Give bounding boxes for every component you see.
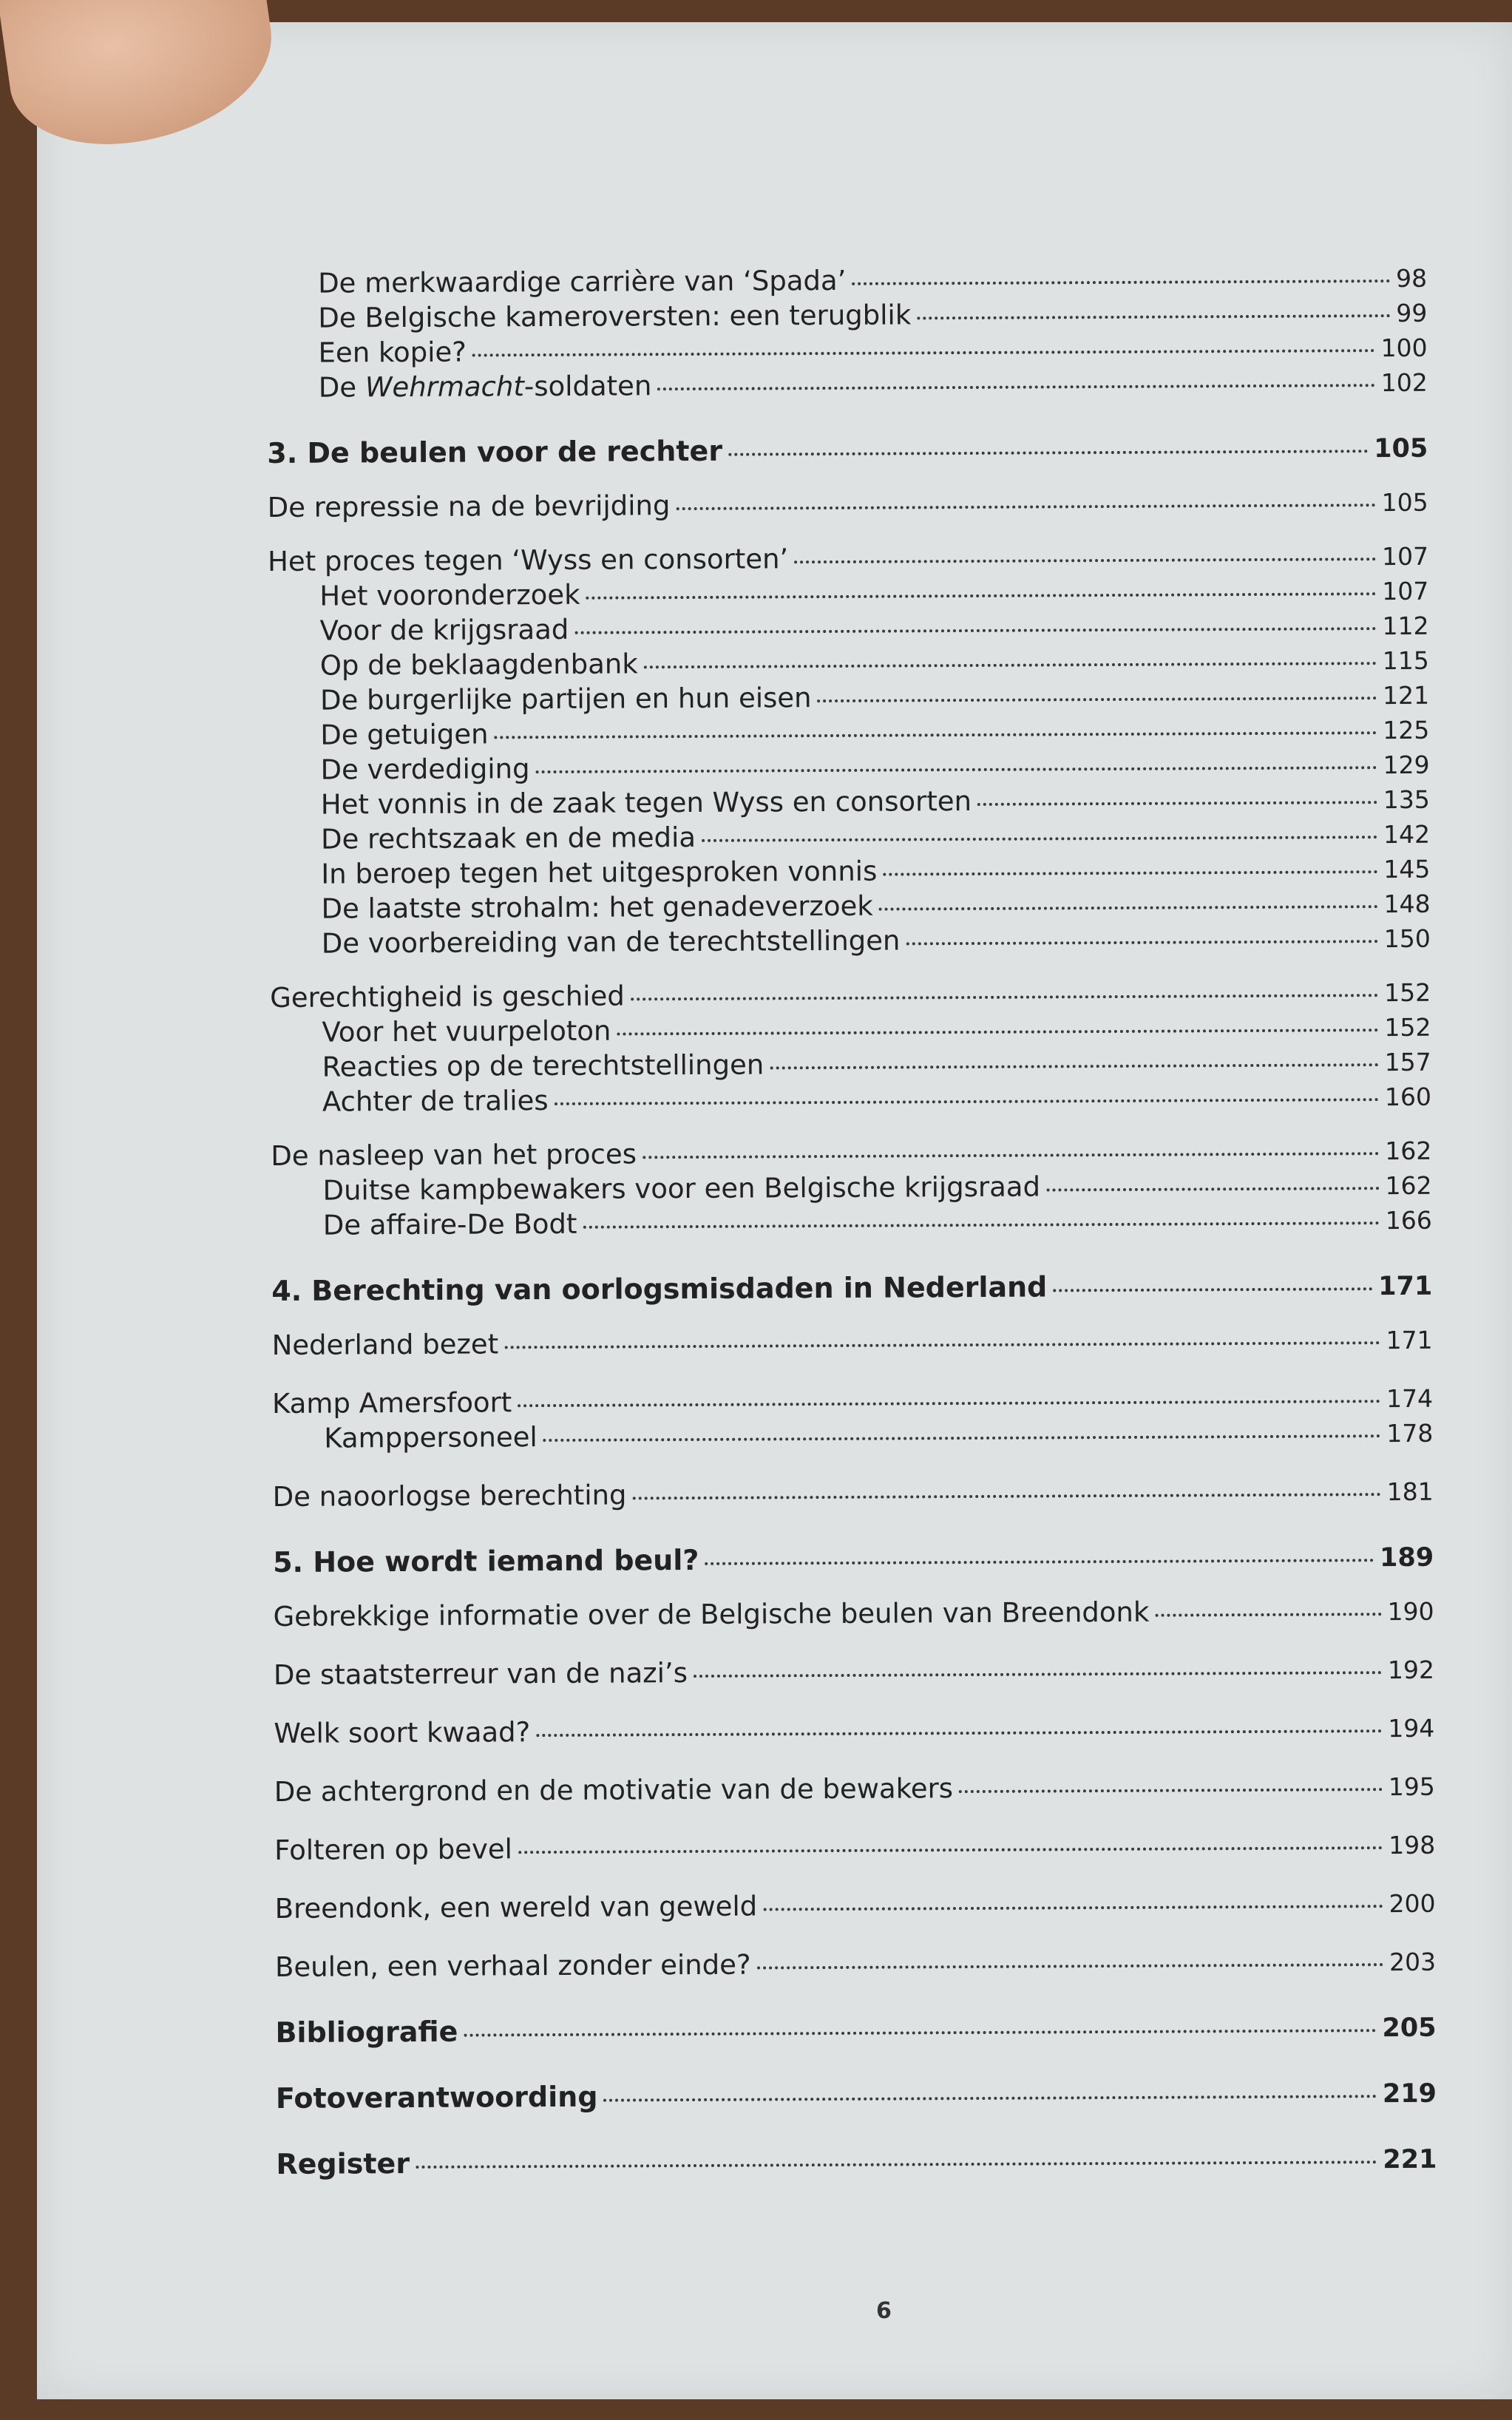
toc-entry-title: [319, 577, 580, 614]
toc-entry-title-text: Duitse kampbewakers voor een Belgische krijgsraad: [322, 1170, 1041, 1207]
toc-entry-title-text: 3. De beulen voor de rechter: [267, 434, 723, 470]
toc-entry-title-text: Nederland bezet: [271, 1328, 499, 1361]
toc-leader-dots: [728, 450, 1368, 456]
toc-entry-title-text: De getuigen: [320, 718, 489, 751]
toc-leader-dots: [632, 1493, 1380, 1499]
toc-entry-title-text: De verdediging: [320, 753, 530, 786]
toc-leader-dots: [818, 696, 1377, 702]
toc-entry: [275, 1944, 1436, 1985]
toc-entry-title-text: De Belgische kameroversten: een terugblik: [318, 299, 912, 334]
toc-entry-title: [322, 1014, 611, 1050]
toc-entry-title-text: Gebrekkige informatie over de Belgische beulen van Breendonk: [273, 1596, 1150, 1633]
book-page: [37, 22, 1512, 2399]
toc-entry-title: [322, 923, 901, 961]
toc-leader-dots: [1155, 1613, 1381, 1617]
toc-entry-title-text: De naoorlogse berechting: [272, 1479, 627, 1513]
toc-entry: [266, 295, 1427, 336]
toc-entry: [274, 1827, 1435, 1868]
toc-entry-page: 162: [1385, 1170, 1432, 1201]
toc-entry-page: 198: [1389, 1830, 1436, 1860]
toc-leader-dots: [676, 504, 1375, 510]
toc-entry-page: 105: [1381, 487, 1428, 518]
toc-entry: [271, 1167, 1431, 1208]
toc-entry: [273, 1474, 1434, 1514]
toc-leader-dots: [536, 766, 1377, 773]
toc-leader-dots: [518, 1846, 1383, 1854]
toc-entry-title-text: In beroep tegen het uitgesproken vonnis: [321, 855, 878, 890]
toc-entry: [268, 538, 1428, 579]
toc-leader-dots: [1046, 1187, 1380, 1191]
toc-entry: [274, 1652, 1434, 1692]
toc-entry-page: 157: [1384, 1047, 1431, 1077]
toc-leader-dots: [917, 314, 1390, 319]
toc-entry: [270, 975, 1431, 1015]
toc-entry-title: [320, 680, 812, 717]
toc-entry-title-text: Het vooronderzoek: [319, 578, 580, 612]
toc-entry-title: [320, 646, 638, 682]
toc-entry-title-text: Beulen, een verhaal zonder einde?: [274, 1948, 751, 1983]
toc-entry-title-text: Voor de krijgsraad: [319, 613, 569, 647]
toc-entry-page: 107: [1381, 541, 1429, 572]
toc-entry-title-text: Voor het vuurpeloton: [322, 1014, 611, 1048]
toc-entry-title: [318, 297, 911, 335]
toc-entry-title-text: Gerechtigheid is geschied: [270, 980, 625, 1014]
toc-entry: [274, 1710, 1434, 1751]
toc-entry-title: [273, 1595, 1149, 1634]
toc-entry-title: [322, 1170, 1040, 1208]
toc-entry-title: [275, 1889, 758, 1926]
toc-entry-title: [276, 2080, 598, 2116]
toc-entry-title-text: Folteren op bevel: [274, 1833, 512, 1866]
toc-entry-page: 174: [1386, 1383, 1434, 1414]
toc-entry-page: 178: [1386, 1418, 1434, 1448]
toc-entry-title-text: Een kopie?: [318, 336, 467, 369]
toc-entry-page: 195: [1388, 1772, 1435, 1802]
toc-entry-title-text: Op de beklaagdenbank: [319, 648, 638, 682]
toc-leader-dots: [518, 1400, 1380, 1407]
toc-entry-title-emphasis: Wehrmacht: [365, 370, 525, 404]
toc-entry-title: [321, 889, 872, 926]
toc-entry-page: 219: [1382, 2078, 1437, 2109]
toc-entry-page: 192: [1387, 1655, 1435, 1685]
toc-entry-title-text: De merkwaardige carrière van ‘Spada’: [318, 264, 847, 299]
toc-entry-title-text: De achtergrond en de motivatie van de bewakers: [274, 1772, 954, 1808]
toc-entry-title: [321, 820, 696, 857]
toc-entry-page: 125: [1383, 715, 1430, 745]
toc-leader-dots: [536, 1729, 1382, 1737]
toc-entry-title: [323, 1207, 577, 1243]
toc-leader-dots: [543, 1434, 1381, 1442]
toc-entry-title: [322, 1047, 765, 1084]
toc-entry-page: 221: [1383, 2144, 1437, 2175]
toc-entry: [271, 1133, 1431, 1173]
toc-entry: [272, 1415, 1433, 1456]
toc-leader-dots: [852, 279, 1390, 285]
toc-entry: [268, 677, 1429, 718]
toc-entry-title: [267, 434, 722, 471]
toc-entry: [269, 782, 1430, 822]
toc-entry-title-suffix: -soldaten: [523, 370, 652, 403]
toc-entry-title-text: De voorbereiding van de terechtstellingen: [321, 924, 901, 960]
toc-entry-page: 190: [1387, 1596, 1434, 1627]
toc-entry-title: [319, 368, 652, 404]
toc-leader-dots: [416, 2160, 1377, 2169]
table-of-contents: [266, 260, 1437, 2182]
toc-entry-page: 150: [1383, 923, 1431, 954]
toc-entry-title: [272, 1326, 499, 1363]
toc-entry-page: 135: [1383, 784, 1430, 815]
toc-entry: [271, 1044, 1431, 1085]
toc-entry-title-text: Breendonk, een wereld van geweld: [274, 1890, 758, 1925]
toc-leader-dots: [464, 2029, 1376, 2036]
toc-entry-title-text: Bibliografie: [275, 2015, 458, 2049]
toc-entry: [273, 1539, 1434, 1580]
toc-entry-title: [275, 2015, 458, 2050]
toc-entry-page: 205: [1382, 2013, 1437, 2044]
toc-entry-title-text: Kamp Amersfoort: [271, 1386, 512, 1420]
toc-entry-page: 102: [1380, 367, 1428, 398]
toc-leader-dots: [770, 1063, 1378, 1069]
toc-entry-title-text: Achter de tralies: [322, 1085, 549, 1118]
toc-entry: [276, 2141, 1437, 2182]
toc-entry: [271, 1202, 1432, 1243]
toc-entry-title: [320, 716, 488, 752]
toc-leader-dots: [657, 384, 1375, 390]
toc-entry-title: [273, 1543, 699, 1580]
thumb: [0, 0, 284, 158]
toc-leader-dots: [883, 870, 1377, 876]
toc-entry-title-text: De nasleep van het proces: [271, 1138, 637, 1172]
toc-entry: [268, 643, 1429, 683]
toc-entry-page: 115: [1382, 645, 1429, 676]
toc-entry-title-text: Het proces tegen ‘Wyss en consorten’: [267, 543, 789, 577]
toc-entry-title-text: Kamppersoneel: [324, 1421, 538, 1454]
toc-entry: [268, 484, 1428, 525]
toc-leader-dots: [555, 1098, 1379, 1105]
toc-leader-dots: [959, 1788, 1383, 1793]
toc-leader-dots: [583, 1221, 1379, 1229]
toc-entry: [270, 1009, 1431, 1050]
toc-entry-title-text: Het vonnis in de zaak tegen Wyss en consorten: [320, 785, 972, 821]
toc-entry-page: 112: [1382, 611, 1429, 641]
toc-entry-title: [272, 1385, 512, 1421]
toc-entry: [269, 886, 1430, 926]
toc-entry: [266, 330, 1427, 370]
toc-entry-page: 171: [1386, 1325, 1433, 1355]
toc-entry-page: 148: [1383, 889, 1431, 919]
toc-entry-title-text: De laatste strohalm: het genadeverzoek: [321, 889, 873, 925]
toc-entry-title: [324, 1420, 538, 1456]
toc-entry-title-text: De rechtszaak en de media: [320, 821, 696, 855]
toc-entry: [275, 2010, 1436, 2050]
toc-leader-dots: [1053, 1287, 1372, 1292]
toc-entry-title: [319, 612, 569, 648]
toc-entry: [273, 1593, 1434, 1634]
toc-leader-dots: [643, 1152, 1379, 1159]
toc-entry-page: 171: [1378, 1271, 1433, 1302]
toc-entry-title-text: Fotoverantwoording: [275, 2080, 598, 2115]
toc-entry-page: 107: [1382, 576, 1429, 606]
toc-entry-title: [318, 335, 467, 370]
toc-entry: [268, 712, 1429, 753]
toc-entry-title: [268, 541, 788, 579]
toc-leader-dots: [472, 349, 1375, 356]
toc-entry-title: [320, 751, 529, 787]
toc-entry-page: 142: [1383, 819, 1431, 850]
toc-leader-dots: [644, 662, 1377, 668]
toc-entry-page: 99: [1396, 298, 1428, 328]
toc-entry-page: 129: [1383, 750, 1430, 780]
toc-entry-page: 194: [1388, 1713, 1435, 1743]
toc-entry-page: 162: [1385, 1136, 1432, 1166]
toc-entry: [268, 608, 1428, 648]
toc-leader-dots: [631, 994, 1378, 1000]
toc-leader-dots: [574, 627, 1376, 634]
toc-entry: [271, 1268, 1432, 1309]
toc-entry: [271, 1079, 1431, 1119]
toc-leader-dots: [586, 592, 1377, 600]
toc-entry-page: 189: [1380, 1542, 1434, 1573]
toc-entry-title-text: 4. Berechting van oorlogsmisdaden in Nederland: [271, 1270, 1048, 1307]
toc-entry-title: [321, 854, 877, 892]
toc-entry-page: 203: [1389, 1947, 1437, 1977]
toc-leader-dots: [906, 940, 1377, 945]
toc-leader-dots: [763, 1905, 1383, 1911]
toc-entry-title-text: De affaire-De Bodt: [322, 1207, 577, 1241]
toc-entry: [268, 573, 1428, 614]
toc-entry: [270, 921, 1431, 961]
toc-entry-title: [274, 1771, 953, 1809]
toc-entry-title: [321, 784, 972, 822]
toc-entry-title-text: De staatsterreur van de nazi’s: [273, 1657, 688, 1691]
toc-leader-dots: [702, 836, 1377, 842]
toc-entry-title: [322, 1083, 549, 1119]
toc-leader-dots: [504, 1341, 1380, 1349]
toc-entry-page: 166: [1385, 1205, 1432, 1236]
toc-entry-title: [268, 488, 671, 525]
toc-leader-dots: [603, 2095, 1376, 2101]
toc-entry-title: [275, 1948, 751, 1985]
toc-leader-dots: [495, 731, 1377, 739]
toc-entry-page: 145: [1383, 854, 1431, 884]
toc-entry: [276, 2075, 1437, 2116]
toc-leader-dots: [694, 1671, 1382, 1678]
toc-entry-title: [271, 1136, 637, 1173]
toc-entry-page: 152: [1384, 1012, 1431, 1043]
toc-entry-page: 105: [1374, 433, 1428, 464]
toc-leader-dots: [705, 1559, 1374, 1565]
toc-entry-page: 121: [1382, 680, 1430, 711]
toc-entry-page: 200: [1389, 1888, 1436, 1919]
toc-entry: [267, 365, 1428, 405]
toc-entry-page: 160: [1384, 1082, 1432, 1112]
toc-entry-page: 100: [1380, 333, 1428, 363]
toc-entry-page: 181: [1386, 1477, 1434, 1507]
toc-entry: [275, 1885, 1436, 1926]
toc-entry: [266, 260, 1427, 301]
toc-entry-title: [273, 1477, 627, 1514]
toc-entry: [272, 1380, 1433, 1421]
toc-leader-dots: [617, 1028, 1378, 1035]
toc-entry: [269, 816, 1430, 857]
toc-leader-dots: [879, 905, 1378, 911]
toc-entry-title: [274, 1655, 688, 1692]
toc-entry: [269, 851, 1430, 892]
toc-entry-title-text: Reacties op de terechtstellingen: [322, 1048, 765, 1083]
toc-leader-dots: [757, 1963, 1383, 1969]
toc-entry-page: 152: [1384, 977, 1431, 1008]
toc-entry: [268, 747, 1429, 787]
toc-entry: [274, 1769, 1435, 1809]
toc-entry-title: [276, 2146, 410, 2182]
toc-entry-title-text: De: [318, 371, 365, 404]
toc-leader-dots: [794, 557, 1376, 563]
toc-entry: [267, 430, 1428, 471]
toc-leader-dots: [977, 801, 1377, 806]
toc-entry-title: [274, 1715, 530, 1751]
toc-entry-title-text: De burgerlijke partijen en hun eisen: [319, 682, 812, 716]
toc-entry-title-text: Welk soort kwaad?: [274, 1716, 531, 1749]
toc-entry-page: 98: [1396, 263, 1428, 293]
toc-entry-title-text: Register: [276, 2147, 410, 2180]
toc-entry-title: [274, 1831, 512, 1868]
toc-entry-title: [318, 263, 847, 301]
toc-entry: [272, 1322, 1433, 1363]
toc-entry-title-text: 5. Hoe wordt iemand beul?: [273, 1543, 699, 1579]
toc-entry-title: [270, 978, 625, 1015]
page-number: 6: [876, 2298, 892, 2324]
toc-entry-title: [271, 1270, 1047, 1308]
toc-entry-title-text: De repressie na de bevrijding: [267, 489, 671, 523]
